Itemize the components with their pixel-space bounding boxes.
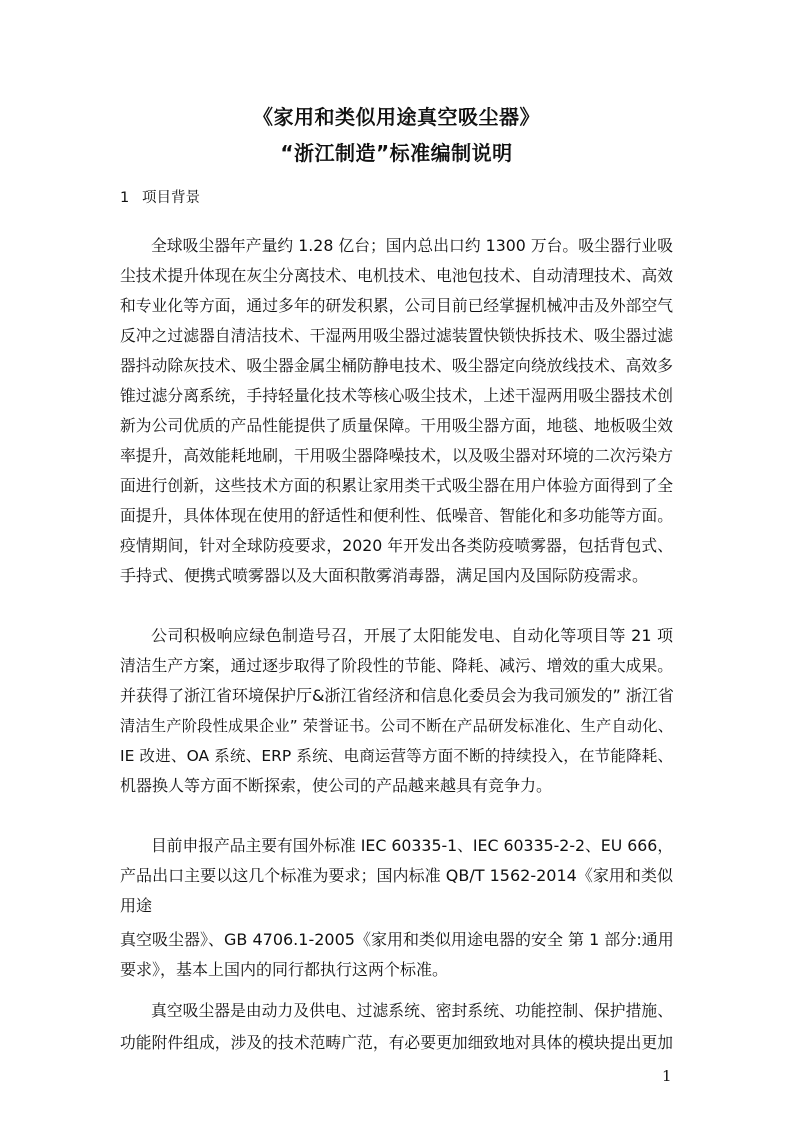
text-line: 手持式、便携式喷雾器以及大面积散雾消毒器，满足国内及国际防疫需求。 [120, 566, 649, 585]
text-line: 真空吸尘器是由动力及供电、过滤系统、密封系统、功能控制、保护措施、 [151, 1001, 673, 1020]
text-line: 清洁生产阶段性成果企业” 荣誉证书。公司不断在产品研发标准化、生产自动化、 [120, 717, 673, 735]
text-line: IE 改进、OA 系统、ERP 系统、电商运营等方面不断的持续投入，在节能降耗、 [120, 747, 673, 765]
text-line: 尘技术提升体现在灰尘分离技术、电机技术、电池包技术、自动清理技术、高效 [120, 266, 673, 285]
text-line: 清洁生产方案，通过逐步取得了阶段性的节能、降耗、减污、增效的重大成果。 [120, 656, 673, 675]
section-title: 项目背景 [142, 190, 200, 206]
text-line: 机器换人等方面不断探索，使公司的产品越来越具有竞争力。 [120, 776, 553, 795]
text-line: 全球吸尘器年产量约 1.28 亿台；国内总出口约 1300 万台。吸尘器行业吸 [151, 236, 673, 255]
text-line: 并获得了浙江省环境保护厅&浙江省经济和信息化委员会为我司颁发的” 浙江省 [120, 686, 674, 705]
text-line: 面提升，具体体现在使用的舒适性和便利性、低噪音、智能化和多功能等方面。 [120, 506, 673, 525]
text-line: 用途 [120, 896, 153, 915]
section-heading [120, 186, 200, 207]
text-line: 面进行创新，这些技术方面的积累让家用类干式吸尘器在用户体验方面得到了全 [120, 476, 673, 495]
document-title-line-1: 《家用和类似用途真空吸尘器》 [253, 105, 540, 129]
section-number: 1 [120, 190, 130, 206]
text-line: 新为公司优质的产品性能提供了质量保障。干用吸尘器方面，地毯、地板吸尘效 [120, 416, 673, 435]
page-number: 1 [662, 1067, 672, 1085]
text-line: 功能附件组成，涉及的技术范畴广范，有必要更加细致地对具体的模块提出更加 [120, 1033, 673, 1052]
text-line: 锥过滤分离系统，手持轻量化技术等核心吸尘技术，上述干湿两用吸尘器技术创 [120, 386, 673, 405]
text-line: 公司积极响应绿色制造号召，开展了太阳能发电、自动化等项目等 21 项 [151, 626, 673, 645]
text-line: 反冲之过滤器自清洁技术、干湿两用吸尘器过滤装置快锁快拆技术、吸尘器过滤 [120, 326, 673, 345]
text-line: 目前申报产品主要有国外标准 IEC 60335-1、IEC 60335-2-2、EU 666， [151, 836, 674, 855]
text-line: 率提升，高效能耗地刷，干用吸尘器降噪技术，以及吸尘器对环境的二次污染方 [120, 446, 673, 465]
text-line: 要求》，基本上国内的同行都执行这两个标准。 [120, 960, 449, 979]
text-line: 产品出口主要以这几个标准为要求；国内标准 QB/T 1562-2014《家用和类似 [120, 866, 673, 885]
text-line: 真空吸尘器》、GB 4706.1-2005《家用和类似用途电器的安全 第 1 部分:通用 [120, 930, 674, 949]
text-line: 疫情期间，针对全球防疫要求，2020 年开发出各类防疫喷雾器，包括背包式、 [120, 536, 673, 555]
text-line: 器抖动除灰技术、吸尘器金属尘桶防静电技术、吸尘器定向绕放线技术、高效多 [120, 356, 673, 375]
text-line: 和专业化等方面，通过多年的研发积累，公司目前已经掌握机械冲击及外部空气 [120, 296, 673, 315]
document-title-line-2: “浙江制造”标准编制说明 [280, 141, 513, 165]
